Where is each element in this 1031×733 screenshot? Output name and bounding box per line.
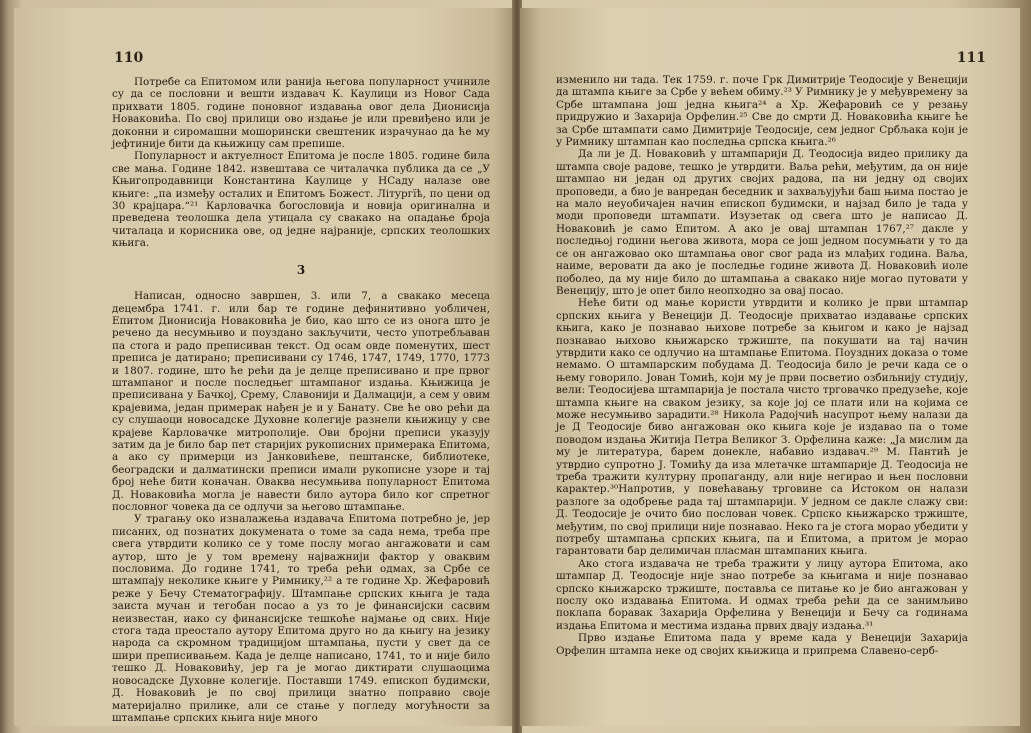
right-page (520, 8, 1020, 726)
paragraph: Да ли је Д. Новаковић у штампарији Д. Теодосија видео прилику да штампа своје радове, тешко је утврдити. Ваља рећи, међутим, да он није штампао ни један од других својих радова, па ни једну од својих проповеди, а био је ванредан беседник и захваљујући баш њима постао је на мало неуобичајен начин епископ будимски, и најзад било је тада у моди проповеди штампати. Изузетак од свега што је написао Д. Новаковић је само Епитом. А ако је овај штампан 1767,²⁷ дакле у последњој години његова живота, мора се још једном посумњати у то да се он ангажовао око штампања овог свог рада из млађих година. Ваља, наиме, веровати да ако је последње године живота Д. Новаковић иоле поболео, да му није било до штампања а свакако није могао путовати у Венецију, што је опет било неопходно за овај посао. (556, 148, 968, 297)
right-page-text (556, 74, 968, 657)
section-heading: 3 (296, 262, 306, 277)
left-page-text (112, 76, 490, 724)
page-number-left: 110 (114, 50, 144, 66)
paragraph: Прво издање Епитома пада у време када у Венецији Захарија Орфелин штампа неке од својих књижица и припрема Славено-серб- (556, 632, 968, 657)
paragraph: У трагању око изналажења издавача Епитома потребно је, јер писаних, од познатих докумената о томе за сада нема, треба пре свега утврдити колико се у томе послу могао ангажовати и сам аутор, што је у том времену најважнији фактор у оваквим пословима. До године 1741, то треба рећи одмах, за Србе се штампају неколике књиге у Римнику,²² а те године Хр. Жефаровић реже у Бечу Стематографију. Штампање српских књига је тада заиста мучан и тегобан посао а уз то је финансијски сасвим неизвестан, иако су финансијске тешкоће најмање од свих. Није стога тада преостало аутору Епитома друго но да књигу на језику народа са скромном традицијом штампања, пусти у свет да се шири преписивањем. Када је делце написано, 1741, то и није било тешко Д. Новаковићу, јер га је могао диктирати слушаоцима новосадске Духовне колегије. Поставши 1749. епископ будимски, Д. Новаковић је по свој прилици знатно поправио своје материјално прилике, али се стање у погледу могућности за штампање српских књига није много (112, 513, 490, 724)
page-number-right: 111 (956, 50, 986, 66)
paragraph: Неће бити од мање користи утврдити и колико је први штампар српских књига у Венецији Д. Теодосије прихватао издавање српских књига, како је познавао њихове потребе за књигом и како је најзад познавао њихово књижарско тржиште, па покушати на тај начин утврдити како се одлучио на штампање Епитома. Поуздних доказа о томе немамо. О штампарским побудама Д. Теодосија било је речи када се о њему говорило. Јован Томић, који му је први посветио озбиљнију студију, вели: Теодосијева штампарија је постала чисто трговачко предузеће, које штампа књиге на сваком језику, за које јој се плати или на којима се може несумњиво зарадити.²⁸ Никола Радојчић насупрот њему налази да је Д Теодосије биво ангажован око књига које је издавао па о томе поводом издања Житија Петра Великог З. Орфелина каже: „Ја мислим да му је литература, барем донекле, набавио издавач.²⁹ М. Пантић је утврдио супротно Ј. Томићу да иза млетачке штампарије Д. Теодосија не треба тражити културну пропаганду, али није негирао и њен пословни карактер.³⁰Напротив, у повећавању трговине са Истоком он налази разлоге за одобрење рада тај штампарији. У једном се дакле слажу сви: Д. Теодосије је очито био послован човек. Српско књижарско тржиште, међутим, по свој прилици није познавао. Неко га је стога морао убедити у потребу штампања српских књига, па и Епитома, а притом је морао гарантовати бар делимичан пласман штампаних књига. (556, 297, 968, 558)
left-page (14, 8, 514, 726)
paragraph: Популарност и актуелност Епитома је после 1805. године била све мања. Године 1842. извештава се читалачка публика да се „У Књигопродавници Константина Каулице у НСаду налазе ове књиге: „па између осталих и Епитомъ Божест. Літургїѣ, по цени од 30 крајцара.“²¹ Карловачка богословија и новија оригинална и преведена теолошка дела утицала су свакако на опадање броја читалаца и корисника ове, од једне најраније, српских теолошких књига. (112, 150, 490, 250)
paragraph: Потребе са Епитомом или ранија његова популарност учиниле су да се пословни и вешти издавач К. Каулици из Новог Сада прихвати 1805. године поновног издавања овог дела Дионисија Новаковића. По свој прилици ово издање је или превиђено или је доконни и сиромашни мошорински свештеник израчунао да ће му јефтиније бити да књижицу сам препише. (112, 76, 490, 151)
paragraph: Написан, односно завршен, 3. или 7, а свакако месеца децембра 1741. г. или бар те године дефинитивно уобличен, Епитом Дионисија Новаковића је био, као што се из онога што је речено да несумњиво и поуздано закључити, често употребљаван па стога и радо преписиван текст. Од осам овде поменутих, шест преписа је датирано; преписивани су 1746, 1747, 1749, 1770, 1773 и 1807. године, што ће рећи да је делце преписивано и пре првог штампаног и после последњег штампаног издања. Књижица је преписивана у Бачкој, Срему, Славонији и Далмацији, а сем у овим крајевима, један примерак нађен је и у Банату. Све ће ово рећи да су слушаоци новосадске Духовне колегије разнели књижицу у све крајеве Карловачке митрополије. Ови бројни преписи указују затим да је било бар пет старијих рукописних примерака Епитома, а ако су примерци из Јанковићеве, пештанске, библиотеке, београдски и далматински преписи имали рукописне узоре и тај број неће бити коначан. Оваква несумњива популарност Епитома Д. Новаковића могла је навести било аутора било ког спретног пословног човека да се одлучи за његово штампање. (112, 290, 490, 513)
paragraph: Ако стога издавача не треба тражити у лицу аутора Епитома, ако штампар Д. Теодосије није знао потребе за књигама и није познавао српско књижарско тржиште, поставља се питање ко је био ангажован у послу око издавања Епитома. И одмах треба рећи да се занимљиво поклапа боравак Захарија Орфелина у Венецији и Бечу са годинама издања Епитома и местима издања првих двају издања.³¹ (556, 557, 968, 632)
paragraph: изменило ни тада. Тек 1759. г. поче Грк Димитрије Теодосије у Венецији да штампа књиге за Србе у већем обиму.²³ У Римнику је у међувремену за Србе штампана још једна књига²⁴ а Хр. Жефаровић се у резању придружио и Захарија Орфелин.²⁵ Све до смрти Д. Новаковића књиге ће за Србе штампати само Димитрије Теодосије, сем једног Србљака који је у Римнику штампан као последња српска књига.²⁶ (556, 74, 968, 149)
